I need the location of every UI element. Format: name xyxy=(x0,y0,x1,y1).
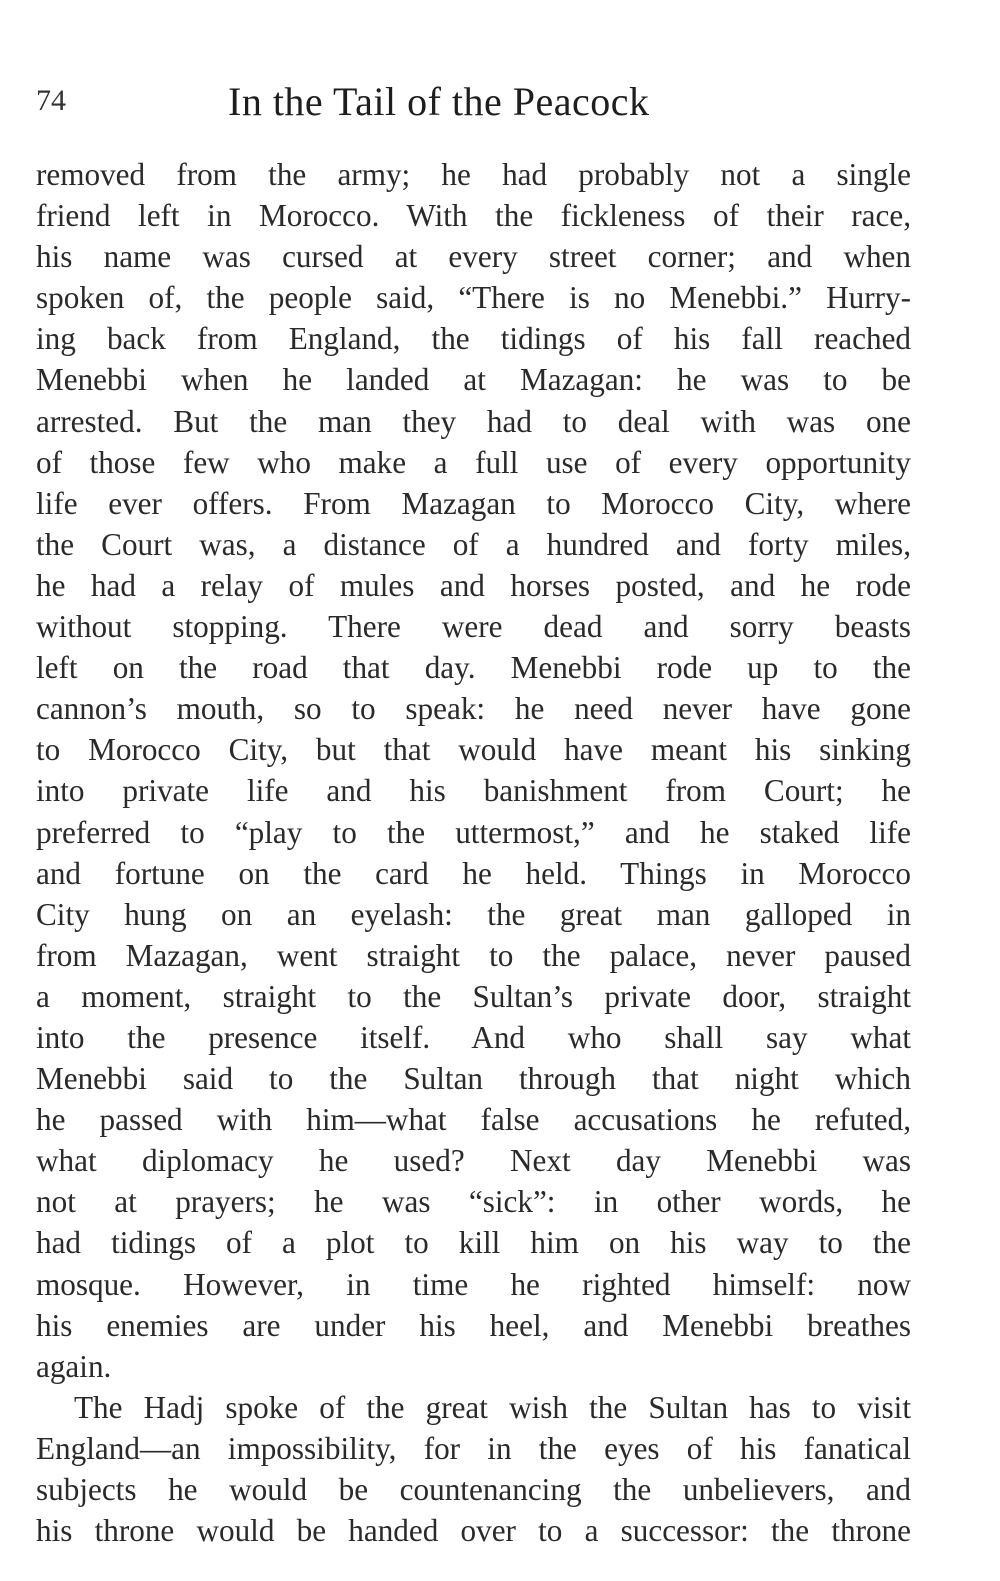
paragraph-2 xyxy=(36,1387,911,1551)
text-line: City hung on an eyelash: the great man galloped in xyxy=(36,896,911,932)
text-line: Menebbi when he landed at Mazagan: he was to be xyxy=(36,362,911,398)
text-line: what diplomacy he used? Next day Menebbi was xyxy=(36,1143,911,1179)
text-line: friend left in Morocco. With the fickleness of their race, xyxy=(36,198,911,234)
text-line: to Morocco City, but that would have meant his sinking xyxy=(36,732,911,768)
text-line: of those few who make a full use of every opportunity xyxy=(36,444,911,480)
text-line: life ever offers. From Mazagan to Morocco City, where xyxy=(36,485,911,521)
text-line: without stopping. There were dead and sorry beasts xyxy=(36,609,911,645)
text-line: subjects he would be countenancing the unbelievers, and xyxy=(36,1472,911,1507)
text-line: his name was cursed at every street corner; and when xyxy=(36,239,911,275)
text-line: his throne would be handed over to a successor: the throne xyxy=(36,1513,911,1549)
page-header xyxy=(36,78,916,128)
text-line: and fortune on the card he held. Things in Morocco xyxy=(36,855,911,891)
running-title: In the Tail of the Peacock xyxy=(228,79,650,124)
text-line: spoken of, the people said, “There is no Menebbi.” Hurry- xyxy=(36,280,911,316)
body-text xyxy=(36,154,911,1551)
text-line: arrested. But the man they had to deal with was one xyxy=(36,403,911,439)
page-number: 74 xyxy=(36,84,66,117)
text-line: from Mazagan, went straight to the palace, never paused xyxy=(36,937,911,973)
text-line: had tidings of a plot to kill him on his way to the xyxy=(36,1225,911,1261)
text-line: mosque. However, in time he righted himself: now xyxy=(36,1266,911,1302)
text-line: The Hadj spoke of the great wish the Sultan has to visit xyxy=(74,1389,911,1425)
text-line: ing back from England, the tidings of his fall reached xyxy=(36,321,911,357)
text-line: preferred to “play to the uttermost,” and he staked life xyxy=(36,814,911,850)
text-line: he had a relay of mules and horses posted, and he rode xyxy=(36,567,911,603)
text-line: left on the road that day. Menebbi rode up to the xyxy=(36,650,911,686)
text-line: into the presence itself. And who shall say what xyxy=(36,1019,911,1055)
text-line: not at prayers; he was “sick”: in other words, he xyxy=(36,1184,911,1220)
paragraph-1 xyxy=(36,154,911,1387)
text-line: Menebbi said to the Sultan through that night which xyxy=(36,1061,911,1097)
text-line: his enemies are under his heel, and Menebbi breathes xyxy=(36,1307,911,1343)
text-line: cannon’s mouth, so to speak: he need never have gone xyxy=(36,691,911,727)
text-line: a moment, straight to the Sultan’s private door, straight xyxy=(36,978,911,1014)
text-line: again. xyxy=(36,1348,112,1384)
text-line: England—an impossibility, for in the eyes of his fanatical xyxy=(36,1430,911,1466)
text-line: into private life and his banishment from Court; he xyxy=(36,773,911,809)
text-line: he passed with him—what false accusations he refuted, xyxy=(36,1102,911,1138)
text-line: the Court was, a distance of a hundred and forty miles, xyxy=(36,526,911,562)
text-line: removed from the army; he had probably not a single xyxy=(36,157,911,192)
